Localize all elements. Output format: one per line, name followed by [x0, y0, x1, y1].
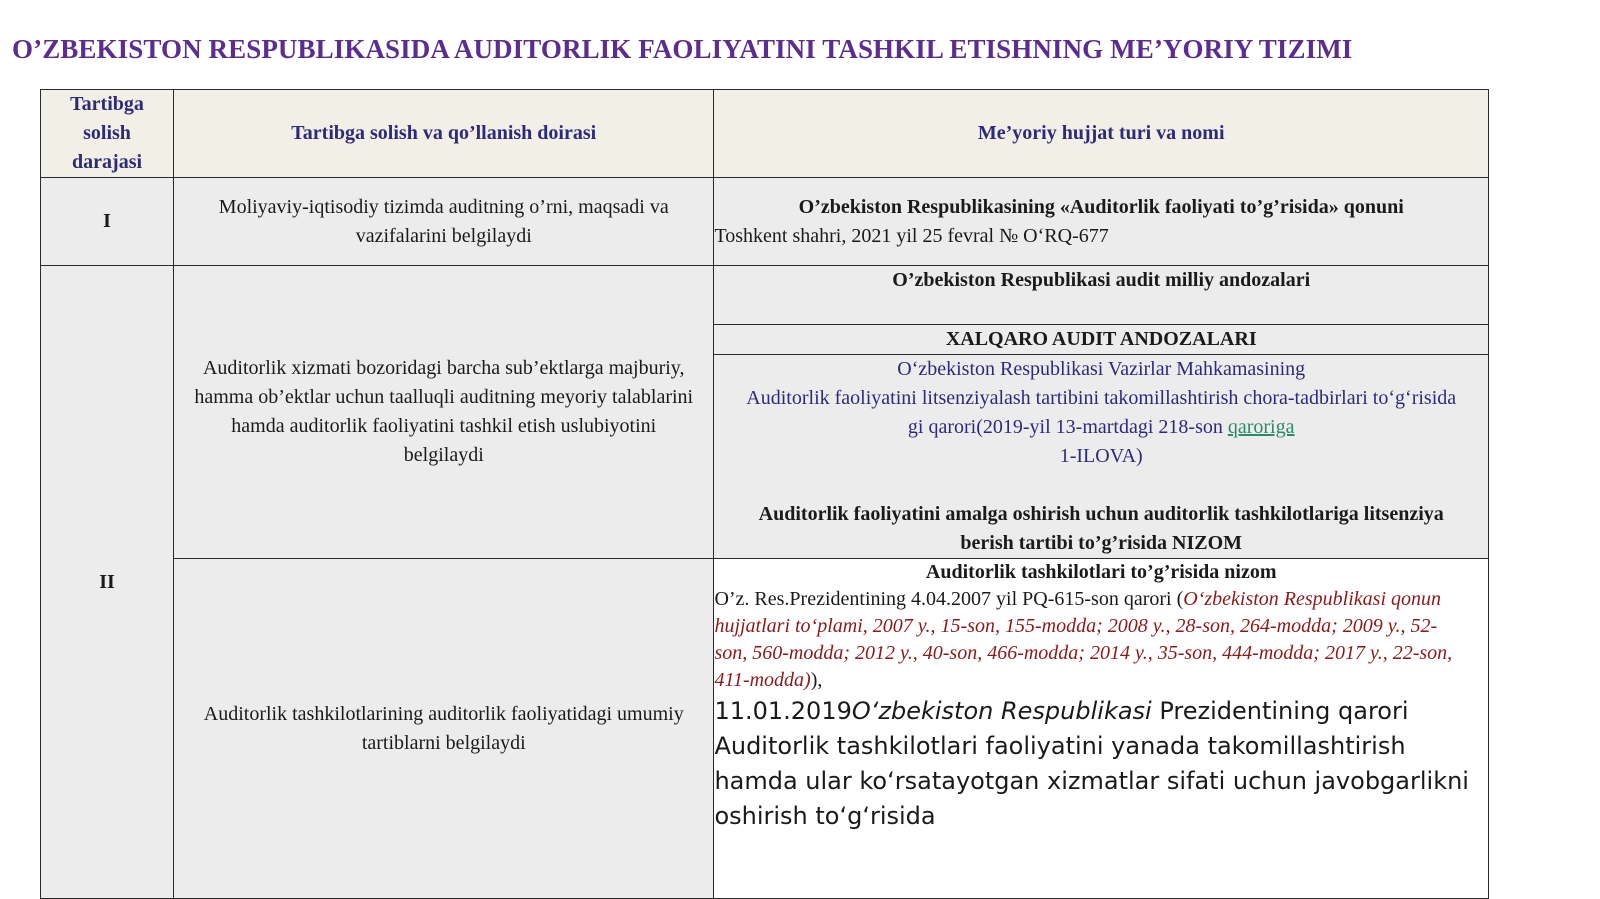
licensing-nizom: Auditorlik faoliyatini amalga oshirish uchun auditorlik tashkilotlariga litsenziya berish tartibi to’g’risida NIZOM: [758, 503, 1444, 554]
cabinet-line2: [736, 384, 1466, 442]
decree-citations: O‘zbekiston Respublikasi qonun hujjatlari to‘plami, 2007 y., 15-son, 155-modda; 2008 y., 28-son, 264-modda; 2009 y., 52-son, 560-modda; 2012 y., 40-son, 466-modda; 2014 y., 35-son, 444-modda; 2017 y., 22-son, 411-modda): [714, 588, 1453, 691]
table-header-row: [41, 90, 1489, 178]
header-scope: Tartibga solish va qo’llanish doirasi: [174, 90, 714, 178]
international-standards: XALQARO AUDIT ANDOZALARI: [714, 325, 1488, 355]
cabinet-resolution: [714, 355, 1488, 558]
scope-cell: Auditorlik xizmati bozoridagi barcha sub’ektlarga majburiy, hamma ob’ektlar uchun taalluqli auditning meyoriy talablarini hamda auditorlik faoliyatini tashkil etish uslubiyotini belgilaydi: [174, 266, 714, 559]
header-document: Me’yoriy hujjat turi va nomi: [714, 90, 1489, 178]
document-cell: [714, 178, 1489, 266]
level-cell: II: [41, 266, 174, 899]
level-cell: I: [41, 178, 174, 266]
table-row: [41, 559, 1489, 899]
org-nizom-title: Auditorlik tashkilotlari to’g’risida nizom: [925, 561, 1277, 583]
scope-cell: Auditorlik tashkilotlarining auditorlik faoliyatidagi umumiy tartiblarni belgilaydi: [174, 559, 714, 899]
cabinet-line3: 1-ILOVA): [1059, 445, 1143, 467]
cabinet-line1: O‘zbekiston Respublikasi Vazirlar Mahkamasining: [897, 358, 1306, 380]
header-level: Tartibga solish darajasi: [41, 90, 174, 178]
decree-end: ),: [810, 669, 823, 691]
table-row: [41, 178, 1489, 266]
law-title: O’zbekiston Respublikasining «Auditorlik faoliyati to’g’risida» qonuni: [798, 195, 1404, 218]
cabinet-link[interactable]: qaroriga: [1227, 416, 1295, 438]
president-resolution: [714, 694, 1488, 834]
resolution-republic: O‘zbekiston Respublikasi: [851, 697, 1152, 725]
resolution-date: 11.01.2019: [714, 697, 852, 725]
table-row: [41, 266, 1489, 559]
resolution-text: Prezidentining qarori Auditorlik tashkilotlari faoliyatini yanada takomillashtirish hamda ular ko‘rsatayotgan xizmatlar sifati uchun javobgarlikni oshirish to‘g‘risida: [714, 697, 1469, 830]
decree-main: O’z. Res.Prezidentining 4.04.2007 yil PQ-615-son qarori (: [714, 588, 1184, 610]
law-detail: Toshkent shahri, 2021 yil 25 fevral № O‘RQ-677: [714, 224, 1109, 247]
scope-cell: Moliyaviy-iqtisodiy tizimda auditning o’rni, maqsadi va vazifalarini belgilaydi: [174, 178, 714, 266]
national-standards: O’zbekiston Respublikasi audit milliy andozalari: [714, 266, 1488, 325]
cabinet-text: Auditorlik faoliyatini litsenziyalash tartibini takomillashtirish chora-tadbirlari to‘g‘risida gi qarori(2019-yil 13-martdagi 218-son: [746, 387, 1457, 438]
document-cell: [714, 266, 1489, 559]
document-cell: [714, 559, 1489, 899]
regulatory-table: [40, 89, 1489, 899]
decree-text: [714, 586, 1488, 694]
page-title: O’ZBEKISTON RESPUBLIKASIDA AUDITORLIK FAOLIYATINI TASHKIL ETISHNING ME’YORIY TIZIMI: [12, 34, 1353, 64]
